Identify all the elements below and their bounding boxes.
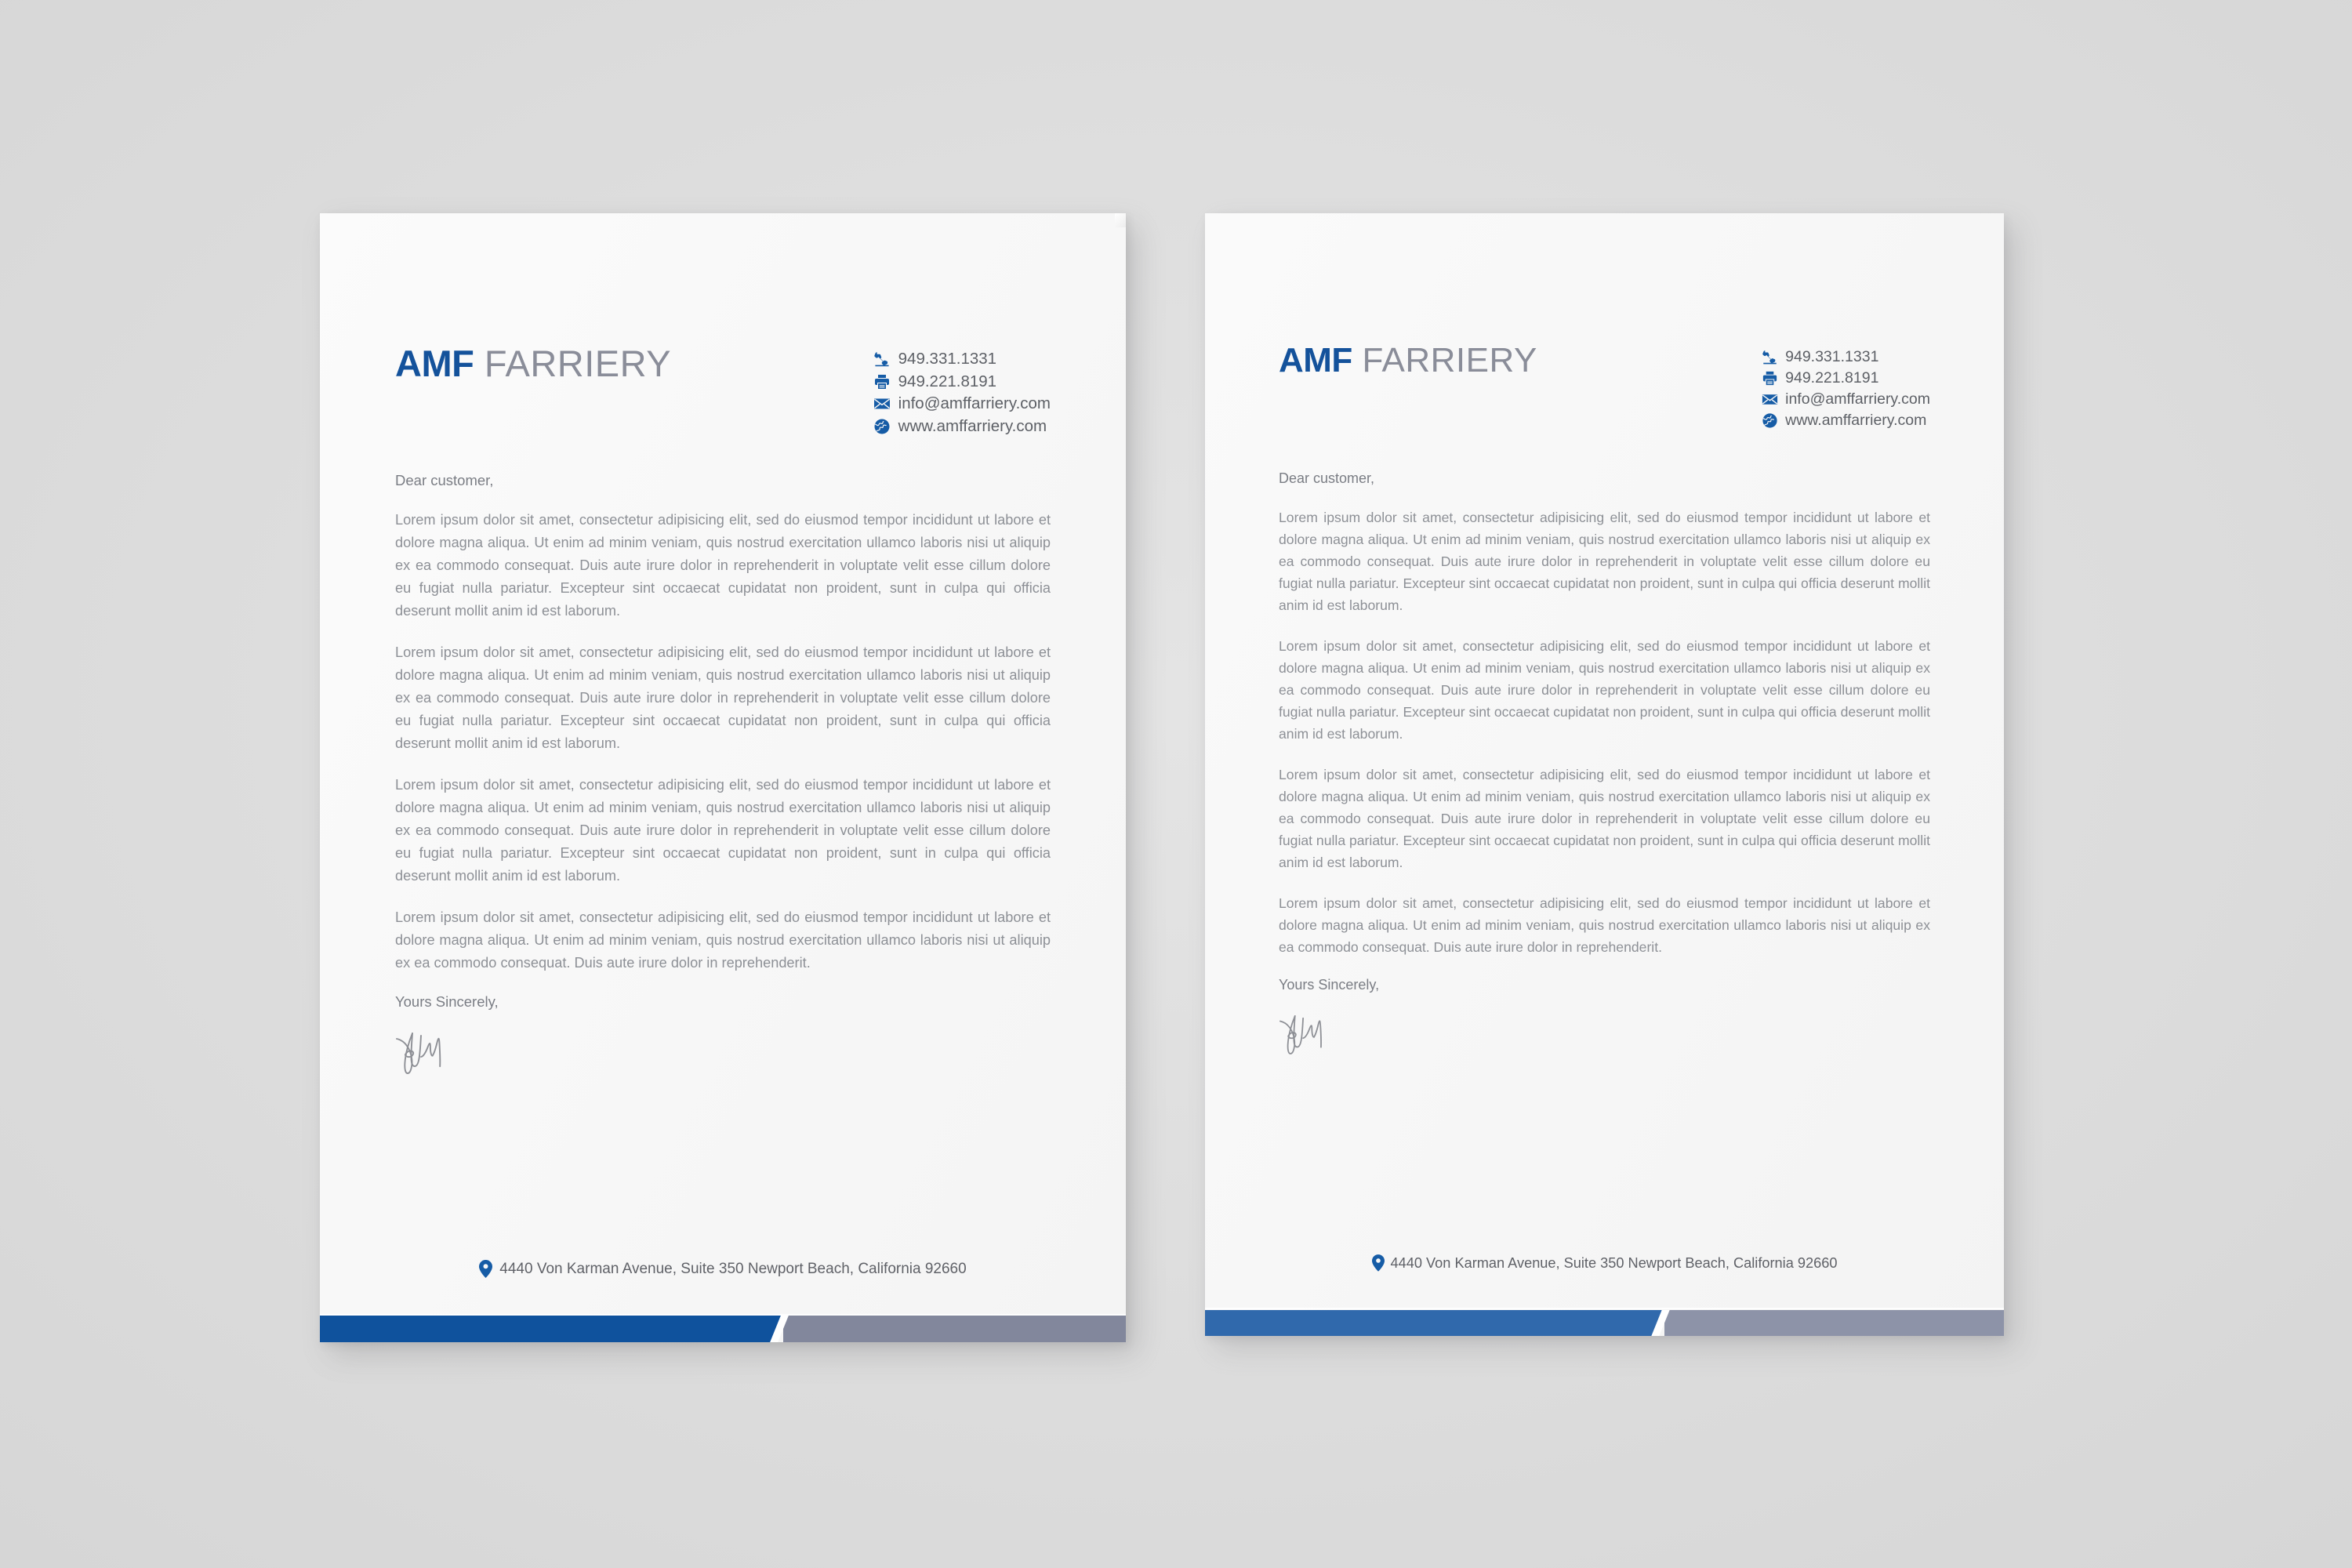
company-logo [395, 345, 671, 382]
fax-number: 949.221.8191 [898, 372, 997, 390]
letterhead-page-front [320, 213, 1126, 1342]
company-logo [1279, 343, 1537, 378]
body-paragraph: Lorem ipsum dolor sit amet, consectetur adipisicing elit, sed do eiusmod tempor incididunt ut labore et dolore magna aliqua. Ut enim ad minim veniam, quis nostrud exercitation ullamco laboris nisi ut aliquip ex ea commodo consequat. Duis aute irure dolor in reprehenderit. [1279, 895, 1930, 955]
contact-details [1761, 347, 1930, 431]
handwritten-signature [395, 1022, 505, 1097]
contact-row-email[interactable] [873, 393, 1051, 416]
telephone-icon [873, 350, 891, 368]
printer-icon [1761, 369, 1779, 387]
body-paragraph: Lorem ipsum dolor sit amet, consectetur adipisicing elit, sed do eiusmod tempor incididunt ut labore et dolore magna aliqua. Ut enim ad minim veniam, quis nostrud exercitation ullamco laboris nisi ut aliquip ex ea commodo consequat. Duis aute irure dolor in reprehenderit in voluptate velit esse cillum dolore eu fugiat nulla pariatur. Excepteur sint occaecat cupidatat non proident, sunt in culpa qui officia deserunt mollit anim id est laborum. [1279, 638, 1930, 742]
contact-row-website[interactable] [873, 416, 1047, 438]
globe-icon [1761, 412, 1779, 430]
contact-row-fax[interactable] [1761, 368, 1878, 389]
map-pin-icon [1372, 1254, 1385, 1272]
letterhead-page-back [1205, 213, 2004, 1336]
salutation: Dear customer, [395, 472, 494, 488]
contact-row-phone[interactable] [1761, 347, 1878, 368]
closing-line: Yours Sincerely, [1279, 977, 1380, 993]
footer-address [1205, 1254, 2004, 1272]
logo-mark-text: AMF [1279, 341, 1352, 379]
salutation: Dear customer, [1279, 470, 1375, 486]
website-url: www.amffarriery.com [1785, 412, 1927, 429]
contact-row-email[interactable] [1761, 389, 1930, 410]
footer-bar-gray-segment [783, 1316, 1126, 1342]
phone-number: 949.331.1331 [898, 350, 997, 368]
handwritten-signature [1279, 1004, 1382, 1076]
fax-number: 949.221.8191 [1785, 369, 1879, 387]
letter-body [320, 472, 1126, 1097]
contact-details [873, 348, 1051, 437]
contact-row-phone[interactable] [873, 348, 996, 371]
telephone-icon [1761, 348, 1779, 366]
email-address: info@amffarriery.com [1785, 390, 1930, 408]
body-paragraph: Lorem ipsum dolor sit amet, consectetur adipisicing elit, sed do eiusmod tempor incididunt ut labore et dolore magna aliqua. Ut enim ad minim veniam, quis nostrud exercitation ullamco laboris nisi ut aliquip ex ea commodo consequat. Duis aute irure dolor in reprehenderit in voluptate velit esse cillum dolore eu fugiat nulla pariatur. Excepteur sint occaecat cupidatat non proident, sunt in culpa qui officia deserunt mollit anim id est laborum. [395, 644, 1051, 751]
printer-icon [873, 372, 891, 391]
envelope-icon [1761, 390, 1779, 408]
envelope-icon [873, 394, 891, 413]
contact-row-fax[interactable] [873, 371, 996, 394]
letterhead-header [1205, 343, 2004, 431]
closing-line: Yours Sincerely, [395, 993, 499, 1010]
footer-address [320, 1260, 1126, 1278]
logo-word-text: FARRIERY [1352, 341, 1537, 379]
footer-bar-blue-segment [320, 1316, 768, 1342]
email-address: info@amffarriery.com [898, 394, 1051, 412]
body-paragraph: Lorem ipsum dolor sit amet, consectetur adipisicing elit, sed do eiusmod tempor incididunt ut labore et dolore magna aliqua. Ut enim ad minim veniam, quis nostrud exercitation ullamco laboris nisi ut aliquip ex ea commodo consequat. Duis aute irure dolor in reprehenderit in voluptate velit esse cillum dolore eu fugiat nulla pariatur. Excepteur sint occaecat cupidatat non proident, sunt in culpa qui officia deserunt mollit anim id est laborum. [1279, 510, 1930, 613]
contact-row-website[interactable] [1761, 410, 1926, 431]
body-paragraph: Lorem ipsum dolor sit amet, consectetur adipisicing elit, sed do eiusmod tempor incididunt ut labore et dolore magna aliqua. Ut enim ad minim veniam, quis nostrud exercitation ullamco laboris nisi ut aliquip ex ea commodo consequat. Duis aute irure dolor in reprehenderit in voluptate velit esse cillum dolore eu fugiat nulla pariatur. Excepteur sint occaecat cupidatat non proident, sunt in culpa qui officia deserunt mollit anim id est laborum. [1279, 767, 1930, 870]
footer-bar-highlight [1205, 1308, 2004, 1309]
footer-bar-gray-segment [1664, 1310, 2004, 1336]
map-pin-icon [479, 1260, 492, 1278]
body-paragraph: Lorem ipsum dolor sit amet, consectetur adipisicing elit, sed do eiusmod tempor incididunt ut labore et dolore magna aliqua. Ut enim ad minim veniam, quis nostrud exercitation ullamco laboris nisi ut aliquip ex ea commodo consequat. Duis aute irure dolor in reprehenderit in voluptate velit esse cillum dolore eu fugiat nulla pariatur. Excepteur sint occaecat cupidatat non proident, sunt in culpa qui officia deserunt mollit anim id est laborum. [395, 512, 1051, 619]
footer-color-bar [1205, 1310, 2004, 1336]
page-corner-bevel [1115, 213, 1126, 227]
letter-body [1205, 470, 2004, 1076]
footer-color-bar [320, 1316, 1126, 1342]
footer-bar-blue-segment [1205, 1310, 1649, 1336]
letterhead-header [320, 345, 1126, 437]
body-paragraph: Lorem ipsum dolor sit amet, consectetur adipisicing elit, sed do eiusmod tempor incididunt ut labore et dolore magna aliqua. Ut enim ad minim veniam, quis nostrud exercitation ullamco laboris nisi ut aliquip ex ea commodo consequat. Duis aute irure dolor in reprehenderit in voluptate velit esse cillum dolore eu fugiat nulla pariatur. Excepteur sint occaecat cupidatat non proident, sunt in culpa qui officia deserunt mollit anim id est laborum. [395, 777, 1051, 884]
website-url: www.amffarriery.com [898, 416, 1047, 435]
logo-mark-text: AMF [395, 343, 474, 384]
logo-word-text: FARRIERY [474, 343, 672, 384]
address-text: 4440 Von Karman Avenue, Suite 350 Newport Beach, California 92660 [499, 1260, 967, 1277]
phone-number: 949.331.1331 [1785, 348, 1879, 365]
body-paragraph: Lorem ipsum dolor sit amet, consectetur adipisicing elit, sed do eiusmod tempor incididunt ut labore et dolore magna aliqua. Ut enim ad minim veniam, quis nostrud exercitation ullamco laboris nisi ut aliquip ex ea commodo consequat. Duis aute irure dolor in reprehenderit. [395, 909, 1051, 971]
globe-icon [873, 417, 891, 436]
address-text: 4440 Von Karman Avenue, Suite 350 Newport Beach, California 92660 [1390, 1254, 1838, 1271]
